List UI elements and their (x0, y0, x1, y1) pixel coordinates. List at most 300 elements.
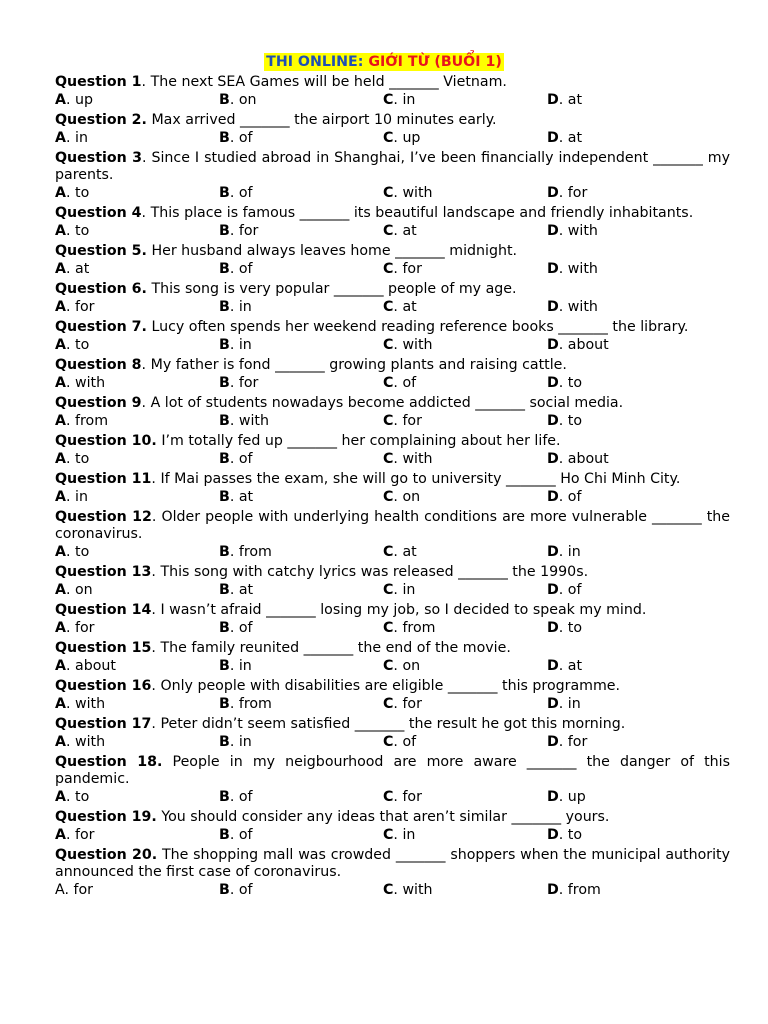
question-number: Question 3 (55, 150, 142, 166)
option-letter: D (547, 582, 559, 598)
answer-option (55, 91, 219, 110)
question-body: A lot of students nowadays become addicted _______ social media. (150, 395, 624, 411)
option-letter: C (383, 299, 394, 315)
option-answer: . from (229, 696, 272, 712)
answer-option (547, 298, 730, 317)
option-letter: D (547, 489, 559, 505)
option-letter: C (383, 489, 394, 505)
answer-option (219, 695, 383, 714)
answer-option (547, 184, 730, 203)
option-answer: . in (558, 544, 581, 560)
option-answer: . of (558, 489, 582, 505)
option-answer: . from (558, 882, 601, 898)
option-letter: D (547, 827, 559, 843)
option-answer: . from (229, 544, 272, 560)
answer-option (219, 260, 383, 279)
answer-option (55, 788, 219, 807)
option-letter: B (219, 696, 230, 712)
question-body: Max arrived _______ the airport 10 minutes early. (151, 112, 497, 128)
option-answer: . at (558, 92, 583, 108)
option-letter: B (219, 827, 230, 843)
question-block (55, 602, 730, 638)
option-answer: . about (65, 658, 116, 674)
answer-options (55, 788, 730, 807)
answer-option (547, 581, 730, 600)
answer-option (383, 260, 547, 279)
option-answer: . to (558, 375, 583, 391)
question-text (55, 243, 730, 260)
question-text (55, 847, 730, 881)
question-number: Question 9 (55, 395, 142, 411)
option-answer: . of (229, 827, 253, 843)
answer-option (383, 581, 547, 600)
option-answer: . on (393, 489, 421, 505)
answer-option (219, 129, 383, 148)
answer-option (55, 129, 219, 148)
question-text (55, 357, 730, 374)
answer-option (219, 336, 383, 355)
answer-option (55, 374, 219, 393)
answer-option (547, 881, 730, 900)
answer-option (219, 412, 383, 431)
option-letter: C (383, 223, 394, 239)
option-letter: A (55, 544, 66, 560)
question-body: You should consider any ideas that aren’t similar _______ yours. (161, 809, 610, 825)
answer-options (55, 412, 730, 431)
question-text (55, 509, 730, 543)
option-letter: B (219, 185, 230, 201)
option-letter: A (55, 827, 66, 843)
option-letter: D (547, 261, 559, 277)
question-block (55, 357, 730, 393)
question-number: Question 1 (55, 74, 142, 90)
option-answer: . of (229, 620, 253, 636)
option-letter: B (219, 337, 230, 353)
option-answer: . at (558, 130, 583, 146)
answer-option (55, 733, 219, 752)
option-answer: . at (229, 582, 254, 598)
option-answer: . to (65, 451, 90, 467)
option-answer: . to (65, 185, 90, 201)
option-answer: . about (558, 337, 609, 353)
answer-option (547, 543, 730, 562)
answer-option (547, 788, 730, 807)
option-answer: . in (229, 658, 252, 674)
option-letter: B (219, 882, 230, 898)
answer-option (383, 788, 547, 807)
option-answer: . with (558, 261, 598, 277)
answer-option (219, 450, 383, 469)
answer-option (219, 184, 383, 203)
answer-option (547, 488, 730, 507)
option-answer: . for (229, 223, 259, 239)
answer-option (219, 488, 383, 507)
answer-option (55, 260, 219, 279)
question-number: Question 10. (55, 433, 157, 449)
answer-option (383, 695, 547, 714)
option-letter: A (55, 734, 66, 750)
question-text (55, 471, 730, 488)
question-separator: . (151, 678, 161, 694)
option-letter: B (219, 451, 230, 467)
question-block (55, 754, 730, 807)
answer-options (55, 733, 730, 752)
option-letter: C (383, 658, 394, 674)
option-answer: . to (558, 827, 583, 843)
option-letter: D (547, 375, 559, 391)
option-answer: . from (65, 413, 109, 429)
option-letter: C (383, 185, 394, 201)
question-body: Lucy often spends her weekend reading reference books _______ the library. (151, 319, 689, 335)
question-body: This song is very popular _______ people of my age. (151, 281, 517, 297)
answer-option (547, 733, 730, 752)
question-text (55, 678, 730, 695)
option-answer: . in (65, 489, 88, 505)
option-answer: . of (229, 261, 253, 277)
option-answer: . in (229, 337, 252, 353)
option-letter: C (383, 696, 394, 712)
question-block (55, 509, 730, 562)
option-answer: . for (558, 734, 588, 750)
option-letter: D (547, 337, 559, 353)
answer-options (55, 619, 730, 638)
answer-options (55, 881, 730, 900)
option-answer: . of (229, 185, 253, 201)
answer-option (383, 412, 547, 431)
option-answer: . for (393, 696, 422, 712)
question-block (55, 847, 730, 900)
option-answer: . for (65, 620, 95, 636)
question-separator: . (142, 150, 152, 166)
answer-option (547, 129, 730, 148)
answer-option (383, 881, 547, 900)
option-letter: A (55, 223, 66, 239)
option-answer: . to (558, 620, 583, 636)
answer-option (547, 336, 730, 355)
option-answer: . to (65, 223, 90, 239)
option-answer: . of (229, 130, 253, 146)
answer-option (55, 826, 219, 845)
option-letter: C (383, 544, 394, 560)
answer-option (55, 222, 219, 241)
question-body: Only people with disabilities are eligible _______ this programme. (160, 678, 621, 694)
question-body: I wasn’t afraid _______ losing my job, so I decided to speak my mind. (160, 602, 647, 618)
option-answer: . in (229, 734, 252, 750)
answer-option (219, 91, 383, 110)
answer-options (55, 374, 730, 393)
question-text (55, 281, 730, 298)
question-separator: . (151, 471, 161, 487)
answer-option (55, 184, 219, 203)
question-text (55, 150, 730, 184)
option-answer: . to (65, 337, 90, 353)
question-separator: . (141, 205, 151, 221)
question-block (55, 433, 730, 469)
question-body: People in my neigbourhood are more aware _______ the danger of this pandemic. (55, 754, 731, 787)
option-letter: A (55, 789, 66, 805)
option-answer: . for (65, 827, 95, 843)
option-answer: . with (229, 413, 269, 429)
option-letter: A (55, 620, 66, 636)
answer-option (219, 374, 383, 393)
option-answer: . at (393, 299, 417, 315)
option-letter: A (55, 185, 66, 201)
option-letter: B (219, 299, 230, 315)
question-body: My father is fond _______ growing plants and raising cattle. (150, 357, 567, 373)
answer-option (383, 222, 547, 241)
option-answer: . for (393, 261, 422, 277)
option-letter: A (55, 489, 66, 505)
option-answer: . at (558, 658, 583, 674)
option-letter: D (547, 734, 559, 750)
question-block (55, 112, 730, 148)
option-answer: . of (229, 882, 253, 898)
question-separator: . (141, 395, 151, 411)
option-letter: A (55, 658, 66, 674)
answer-options (55, 222, 730, 241)
answer-option (55, 543, 219, 562)
question-text (55, 754, 730, 788)
option-answer: . at (65, 261, 90, 277)
answer-option (547, 619, 730, 638)
answer-option (547, 374, 730, 393)
question-number: Question 8 (55, 357, 142, 373)
option-answer: . at (393, 223, 417, 239)
answer-option (219, 826, 383, 845)
answer-option (55, 298, 219, 317)
question-body: This place is famous _______ its beautiful landscape and friendly inhabitants. (150, 205, 694, 221)
option-letter: B (219, 658, 230, 674)
option-answer: . for (393, 413, 422, 429)
question-block (55, 150, 730, 203)
question-block (55, 809, 730, 845)
option-letter: D (547, 185, 559, 201)
option-answer: . with (65, 375, 106, 391)
question-body: I’m totally fed up _______ her complaining about her life. (161, 433, 561, 449)
question-text (55, 395, 730, 412)
option-letter: D (547, 658, 559, 674)
answer-option (547, 695, 730, 714)
option-letter: D (547, 92, 559, 108)
option-letter: A (55, 582, 66, 598)
option-answer: . with (558, 299, 598, 315)
question-separator (162, 754, 172, 770)
question-number: Question 19. (55, 809, 157, 825)
question-separator: . (151, 640, 161, 656)
option-answer: . in (65, 130, 88, 146)
option-letter: A (55, 696, 66, 712)
page-title (264, 53, 504, 71)
question-body: The next SEA Games will be held _______ Vietnam. (150, 74, 507, 90)
question-separator: . (141, 74, 151, 90)
question-body: Peter didn’t seem satisfied _______ the result he got this morning. (160, 716, 626, 732)
option-letter: C (383, 582, 394, 598)
option-letter: D (547, 789, 559, 805)
answer-option (547, 412, 730, 431)
question-number: Question 15 (55, 640, 152, 656)
question-number: Question 6. (55, 281, 147, 297)
answer-options (55, 184, 730, 203)
question-block (55, 205, 730, 241)
answer-option (547, 826, 730, 845)
option-answer: . up (558, 789, 586, 805)
option-letter: D (547, 544, 559, 560)
answer-option (383, 298, 547, 317)
option-answer: . of (229, 451, 253, 467)
question-block (55, 564, 730, 600)
option-letter: B (219, 223, 230, 239)
answer-option (383, 129, 547, 148)
option-answer: . to (65, 544, 90, 560)
question-block (55, 243, 730, 279)
option-letter: D (547, 620, 559, 636)
answer-option (55, 488, 219, 507)
question-body: The family reunited _______ the end of the movie. (160, 640, 511, 656)
option-letter: B (219, 413, 230, 429)
answer-option (219, 881, 383, 900)
option-answer: . for (393, 789, 422, 805)
answer-options (55, 91, 730, 110)
question-text (55, 640, 730, 657)
question-block (55, 471, 730, 507)
answer-option (219, 298, 383, 317)
answer-option (383, 733, 547, 752)
answer-options (55, 581, 730, 600)
answer-option (55, 881, 219, 900)
question-number: Question 20. (55, 847, 158, 863)
answer-option (55, 581, 219, 600)
option-answer: . at (229, 489, 254, 505)
answer-option (55, 657, 219, 676)
question-list (55, 72, 730, 900)
question-body: If Mai passes the exam, she will go to university _______ Ho Chi Minh City. (160, 471, 681, 487)
question-number: Question 7. (55, 319, 147, 335)
option-answer: . for (229, 375, 259, 391)
answer-option (383, 657, 547, 676)
option-answer: . in (393, 827, 416, 843)
question-number: Question 13 (55, 564, 152, 580)
answer-option (383, 543, 547, 562)
option-letter: A (55, 261, 66, 277)
option-answer: . with (393, 882, 433, 898)
option-answer: . of (558, 582, 582, 598)
option-letter: C (383, 734, 394, 750)
question-body: The shopping mall was crowded _______ shoppers when the municipal authority announced the first case of coronavirus. (55, 847, 731, 880)
option-letter: A (55, 337, 66, 353)
answer-option (55, 336, 219, 355)
question-number: Question 17 (55, 716, 152, 732)
question-text (55, 205, 730, 222)
option-letter: C (383, 882, 394, 898)
title-row (0, 52, 768, 72)
option-letter: C (383, 92, 394, 108)
option-letter: C (383, 827, 394, 843)
answer-option (219, 657, 383, 676)
question-block (55, 716, 730, 752)
answer-option (383, 91, 547, 110)
answer-option (383, 619, 547, 638)
option-letter: B (219, 261, 230, 277)
answer-option (55, 619, 219, 638)
question-text (55, 433, 730, 450)
option-letter: B (219, 620, 230, 636)
option-letter: A (55, 413, 66, 429)
question-number: Question 12 (55, 509, 152, 525)
option-answer: . in (558, 696, 581, 712)
option-answer: . up (393, 130, 421, 146)
option-answer: . with (393, 185, 433, 201)
option-letter: C (383, 789, 394, 805)
question-text (55, 74, 730, 91)
answer-options (55, 826, 730, 845)
option-answer: . up (65, 92, 94, 108)
question-separator: . (151, 602, 161, 618)
option-letter: C (383, 261, 394, 277)
question-block (55, 395, 730, 431)
option-letter: A (55, 92, 66, 108)
answer-options (55, 450, 730, 469)
question-number: Question 11 (55, 471, 152, 487)
answer-option (219, 788, 383, 807)
question-separator: . (151, 564, 161, 580)
answer-option (219, 543, 383, 562)
option-letter: C (383, 620, 394, 636)
answer-option (383, 450, 547, 469)
answer-option (547, 91, 730, 110)
option-answer: . with (558, 223, 598, 239)
option-answer: . with (393, 451, 433, 467)
question-number: Question 4 (55, 205, 142, 221)
question-number: Question 18. (55, 754, 163, 770)
option-answer: . of (229, 789, 253, 805)
question-separator: . (151, 716, 161, 732)
option-letter: D (547, 299, 559, 315)
option-answer: . in (229, 299, 252, 315)
question-text (55, 602, 730, 619)
question-body: Since I studied abroad in Shanghai, I’ve been financially independent _______ my parents. (55, 150, 730, 183)
option-letter: A (55, 299, 66, 315)
answer-options (55, 488, 730, 507)
answer-option (547, 657, 730, 676)
option-answer: . with (65, 696, 106, 712)
option-letter: D (547, 413, 559, 429)
option-answer: . from (393, 620, 436, 636)
option-answer: . with (393, 337, 433, 353)
answer-options (55, 260, 730, 279)
title-prefix: THI ONLINE: (266, 54, 369, 70)
option-letter: D (547, 882, 559, 898)
option-letter: B (219, 489, 230, 505)
answer-option (55, 450, 219, 469)
question-block (55, 281, 730, 317)
question-number: Question 5. (55, 243, 147, 259)
option-letter: A (55, 451, 66, 467)
question-text (55, 716, 730, 733)
answer-option (547, 222, 730, 241)
option-letter: B (219, 130, 230, 146)
option-letter: A (55, 375, 66, 391)
answer-option (383, 826, 547, 845)
answer-options (55, 129, 730, 148)
question-text (55, 319, 730, 336)
option-letter: D (547, 696, 559, 712)
answer-option (547, 450, 730, 469)
title-main: GIỚI TỪ (BUỔI 1) (368, 54, 502, 70)
option-answer: . for (65, 299, 95, 315)
answer-options (55, 298, 730, 317)
answer-options (55, 695, 730, 714)
option-letter: B (219, 92, 230, 108)
